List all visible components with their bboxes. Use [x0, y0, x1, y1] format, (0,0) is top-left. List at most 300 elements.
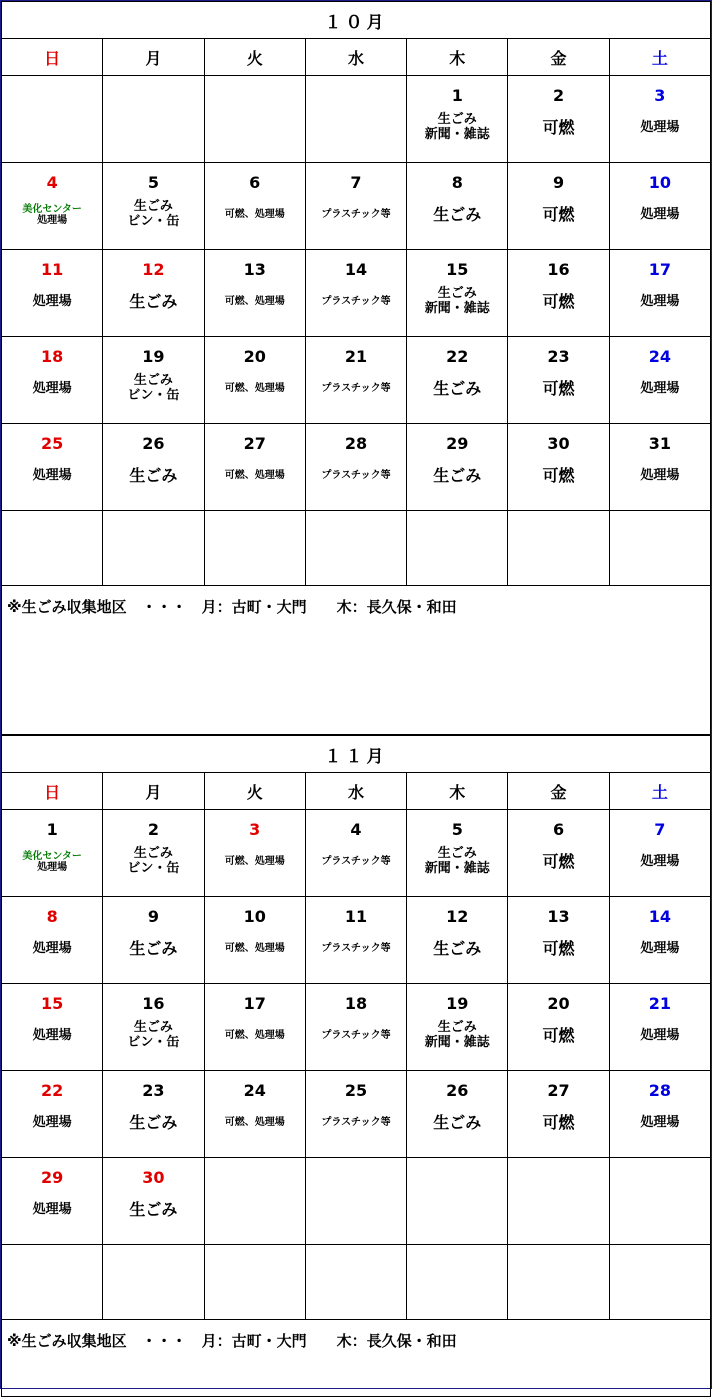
collection-labels: [610, 454, 710, 498]
collection-type: プラスチック等: [321, 470, 391, 482]
collection-type: 新聞・雑誌: [424, 301, 490, 316]
collection-type: 処理場: [640, 1027, 680, 1043]
day-cell: [407, 984, 508, 1071]
weekday-header: 火: [204, 773, 305, 810]
collection-type: プラスチック等: [321, 296, 391, 308]
day-cell: [103, 984, 204, 1071]
collection-labels: [407, 280, 507, 324]
day-number: 29: [41, 1168, 64, 1187]
collection-labels: [103, 280, 203, 324]
day-number: 3: [249, 820, 261, 839]
day-number: 13: [547, 907, 570, 926]
day-number: 27: [547, 1081, 570, 1100]
day-cell: [508, 250, 609, 337]
day-number: 6: [249, 173, 261, 192]
day-cell: [2, 76, 103, 163]
collection-labels: [306, 193, 406, 237]
collection-type: 可燃、処理場: [224, 383, 285, 395]
day-number: 14: [648, 907, 671, 926]
day-number: 2: [552, 86, 565, 105]
collection-type: 可燃: [542, 1025, 575, 1045]
collection-labels: [407, 454, 507, 498]
collection-labels: [508, 367, 608, 411]
day-number: 8: [451, 173, 463, 192]
collection-type: 可燃、処理場: [224, 296, 285, 308]
weekday-header: 土: [609, 39, 710, 76]
collection-labels: [407, 1188, 507, 1232]
collection-labels: [306, 927, 406, 971]
collection-labels: [306, 280, 406, 324]
collection-labels: [103, 1014, 203, 1058]
collection-type: 可燃: [542, 378, 575, 398]
week-row: [2, 337, 711, 424]
day-cell: [609, 163, 710, 250]
collection-type: プラスチック等: [321, 943, 391, 955]
day-number: 1: [46, 820, 58, 839]
collection-labels: [2, 367, 102, 411]
day-number: 9: [147, 907, 159, 926]
collection-labels: [306, 367, 406, 411]
empty-cell: [609, 1245, 710, 1320]
day-number: [205, 86, 305, 106]
day-cell: [103, 337, 204, 424]
collection-type: プラスチック等: [321, 383, 391, 395]
collection-labels: [508, 927, 608, 971]
empty-cell: [204, 1245, 305, 1320]
day-cell: [305, 250, 406, 337]
month-title: １０月: [2, 2, 711, 39]
collection-type: プラスチック等: [321, 1117, 391, 1129]
day-number: 19: [142, 347, 165, 366]
day-number: 3: [654, 86, 666, 105]
day-number: 24: [243, 1081, 266, 1100]
collection-type: プラスチック等: [321, 856, 391, 868]
collection-type: 処理場: [640, 380, 680, 396]
weekday-header: 月: [103, 773, 204, 810]
collection-type: 処理場: [32, 380, 72, 396]
day-cell: [508, 424, 609, 511]
day-number: 31: [648, 434, 671, 453]
collection-type: 生ごみ: [437, 846, 477, 862]
collection-type: 生ごみ: [437, 1020, 477, 1036]
day-cell: [305, 424, 406, 511]
day-number: 22: [41, 1081, 64, 1100]
day-cell: [609, 984, 710, 1071]
day-number: [205, 1168, 305, 1188]
empty-cell: [204, 511, 305, 586]
collection-labels: [2, 1188, 102, 1232]
collection-type: 可燃: [542, 938, 575, 958]
collection-labels: [205, 927, 305, 971]
week-row: [2, 1158, 711, 1245]
day-number: 16: [547, 260, 570, 279]
day-cell: [204, 984, 305, 1071]
collection-labels: [610, 106, 710, 150]
weekday-header: 金: [508, 39, 609, 76]
day-number: 30: [547, 434, 570, 453]
day-number: [103, 86, 203, 106]
collection-labels: [2, 106, 102, 150]
blank-week-row: [2, 1245, 711, 1320]
collection-type: 可燃、処理場: [224, 209, 285, 221]
day-cell: [103, 76, 204, 163]
collection-type: ビン・缶: [127, 1035, 180, 1050]
day-cell: [204, 1158, 305, 1245]
collection-labels: [205, 1014, 305, 1058]
collection-labels: [2, 280, 102, 324]
collection-labels: [407, 840, 507, 884]
collection-labels: [2, 193, 102, 237]
day-number: 30: [142, 1168, 165, 1187]
day-cell: [609, 897, 710, 984]
day-cell: [103, 897, 204, 984]
collection-type: 生ごみ: [433, 1112, 482, 1132]
collection-type: プラスチック等: [321, 209, 391, 221]
day-cell: [508, 76, 609, 163]
collection-labels: [2, 1101, 102, 1145]
collection-type: 可燃、処理場: [224, 1030, 285, 1042]
day-number: [508, 1168, 608, 1188]
day-number: 15: [446, 260, 469, 279]
collection-labels: [508, 1014, 608, 1058]
day-cell: [204, 163, 305, 250]
day-number: 27: [243, 434, 266, 453]
day-cell: [204, 424, 305, 511]
week-row: [2, 163, 711, 250]
day-cell: [204, 810, 305, 897]
weekday-header: 水: [305, 39, 406, 76]
collection-type: 生ごみ: [133, 846, 173, 862]
collection-labels: [407, 927, 507, 971]
weekday-header: 水: [305, 773, 406, 810]
note-row: [2, 586, 711, 735]
collection-labels: [508, 840, 608, 884]
day-number: [2, 86, 102, 106]
collection-type: 生ごみ: [129, 1199, 178, 1219]
week-row: [2, 250, 711, 337]
day-cell: [204, 337, 305, 424]
month-title: １１月: [2, 736, 711, 773]
collection-labels: [610, 927, 710, 971]
collection-type: 生ごみ: [129, 291, 178, 311]
day-cell: [204, 76, 305, 163]
day-number: [407, 1168, 507, 1188]
day-cell: [508, 1158, 609, 1245]
blank-week-row: [2, 511, 711, 586]
day-number: 26: [446, 1081, 469, 1100]
day-number: 6: [552, 820, 565, 839]
day-cell: [508, 1071, 609, 1158]
collection-type: 処理場: [640, 1114, 680, 1130]
weekday-header: 土: [609, 773, 710, 810]
day-cell: [305, 76, 406, 163]
day-cell: [609, 337, 710, 424]
collection-type: 処理場: [640, 293, 680, 309]
day-cell: [407, 76, 508, 163]
weekday-header: 日: [2, 773, 103, 810]
collection-type: ビン・缶: [127, 861, 180, 876]
month-title-row: [2, 736, 711, 773]
collection-area-note: ※生ごみ収集地区 ・・・ 月：古町・大門 木：長久保・和田: [2, 586, 711, 735]
collection-labels: [508, 454, 608, 498]
collection-type: 処理場: [640, 119, 680, 135]
day-cell: [2, 810, 103, 897]
day-number: 7: [654, 820, 666, 839]
day-number: 23: [547, 347, 570, 366]
collection-labels: [205, 840, 305, 884]
note-row: [2, 1320, 711, 1397]
collection-type: 生ごみ: [133, 1020, 173, 1036]
day-cell: [407, 1158, 508, 1245]
day-number: 2: [147, 820, 159, 839]
collection-labels: [610, 1188, 710, 1232]
collection-type: 処理場: [640, 206, 680, 222]
empty-cell: [305, 1245, 406, 1320]
collection-type: 新聞・雑誌: [424, 861, 490, 876]
day-cell: [103, 1158, 204, 1245]
day-number: 8: [46, 907, 58, 926]
day-cell: [508, 337, 609, 424]
day-cell: [305, 810, 406, 897]
collection-type: 処理場: [640, 853, 680, 869]
day-number: 21: [648, 994, 671, 1013]
collection-type: 生ごみ: [437, 112, 477, 128]
collection-labels: [103, 927, 203, 971]
day-cell: [204, 250, 305, 337]
collection-labels: [103, 193, 203, 237]
day-cell: [305, 1158, 406, 1245]
collection-labels: [103, 1188, 203, 1232]
day-cell: [508, 897, 609, 984]
day-cell: [305, 1071, 406, 1158]
collection-labels: [205, 193, 305, 237]
day-number: 21: [344, 347, 368, 366]
collection-labels: [103, 1101, 203, 1145]
collection-type: 生ごみ: [133, 199, 173, 215]
week-row: [2, 424, 711, 511]
collection-type: ビン・缶: [127, 388, 180, 403]
day-cell: [609, 250, 710, 337]
collection-labels: [205, 1101, 305, 1145]
day-cell: [508, 163, 609, 250]
collection-type: 生ごみ: [133, 373, 173, 389]
day-number: 11: [344, 907, 368, 926]
day-number: 16: [142, 994, 165, 1013]
day-cell: [508, 810, 609, 897]
week-row: [2, 1071, 711, 1158]
day-number: 13: [243, 260, 266, 279]
day-cell: [204, 897, 305, 984]
collection-type: 処理場: [32, 293, 72, 309]
collection-labels: [407, 106, 507, 150]
collection-labels: [407, 1014, 507, 1058]
day-cell: [103, 163, 204, 250]
day-cell: [609, 1158, 710, 1245]
day-cell: [2, 984, 103, 1071]
day-number: 23: [142, 1081, 165, 1100]
day-cell: [2, 250, 103, 337]
day-cell: [407, 810, 508, 897]
day-cell: [103, 250, 204, 337]
empty-cell: [508, 1245, 609, 1320]
day-number: 12: [446, 907, 469, 926]
day-number: 10: [648, 173, 671, 192]
empty-cell: [2, 511, 103, 586]
empty-cell: [103, 511, 204, 586]
collection-labels: [205, 454, 305, 498]
day-cell: [2, 337, 103, 424]
empty-cell: [407, 511, 508, 586]
collection-type: 新聞・雑誌: [424, 127, 490, 142]
collection-area-note: ※生ごみ収集地区 ・・・ 月：古町・大門 木：長久保・和田: [2, 1320, 711, 1397]
empty-cell: [103, 1245, 204, 1320]
collection-labels: [306, 1188, 406, 1232]
day-cell: [103, 1071, 204, 1158]
day-number: 20: [243, 347, 266, 366]
collection-labels: [103, 106, 203, 150]
collection-labels: [610, 367, 710, 411]
collection-type: 生ごみ: [129, 465, 178, 485]
day-cell: [2, 1071, 103, 1158]
day-cell: [407, 337, 508, 424]
day-cell: [305, 163, 406, 250]
day-cell: [2, 163, 103, 250]
collection-labels: [508, 1188, 608, 1232]
collection-labels: [610, 193, 710, 237]
collection-labels: [610, 1014, 710, 1058]
day-number: 28: [648, 1081, 671, 1100]
day-number: 10: [243, 907, 266, 926]
day-number: 18: [41, 347, 64, 366]
day-number: 20: [547, 994, 570, 1013]
collection-type: プラスチック等: [321, 1030, 391, 1042]
day-number: 5: [451, 820, 463, 839]
day-number: 4: [350, 820, 362, 839]
day-cell: [103, 810, 204, 897]
month-title-row: [2, 2, 711, 39]
day-number: 1: [451, 86, 463, 105]
collection-labels: [103, 840, 203, 884]
collection-type: 美化センター: [22, 850, 82, 862]
collection-labels: [2, 840, 102, 884]
day-number: [610, 1168, 710, 1188]
day-cell: [103, 424, 204, 511]
month-november: [1, 735, 711, 1397]
day-number: 12: [142, 260, 165, 279]
day-number: 25: [41, 434, 64, 453]
week-row: [2, 76, 711, 163]
collection-labels: [508, 193, 608, 237]
collection-type: 生ごみ: [129, 1112, 178, 1132]
collection-type: 新聞・雑誌: [424, 1035, 490, 1050]
collection-type: 可燃: [542, 204, 575, 224]
weekday-header: 月: [103, 39, 204, 76]
day-number: 25: [344, 1081, 368, 1100]
collection-labels: [306, 840, 406, 884]
day-number: 22: [446, 347, 469, 366]
collection-type: 生ごみ: [433, 465, 482, 485]
collection-type: 処理場: [32, 940, 72, 956]
day-cell: [609, 76, 710, 163]
collection-type: 可燃: [542, 465, 575, 485]
collection-type: 可燃: [542, 117, 575, 137]
collection-type: 処理場: [32, 1027, 72, 1043]
collection-type: 処理場: [37, 862, 68, 873]
day-cell: [407, 163, 508, 250]
weekday-header: 木: [407, 39, 508, 76]
collection-labels: [306, 1101, 406, 1145]
collection-type: 生ごみ: [433, 938, 482, 958]
collection-labels: [407, 1101, 507, 1145]
day-cell: [508, 984, 609, 1071]
collection-type: 処理場: [640, 940, 680, 956]
empty-cell: [305, 511, 406, 586]
day-number: 19: [446, 994, 469, 1013]
collection-labels: [205, 367, 305, 411]
empty-cell: [508, 511, 609, 586]
collection-type: 処理場: [37, 215, 68, 226]
weekday-header-row: [2, 773, 711, 810]
collection-type: 可燃、処理場: [224, 943, 285, 955]
week-row: [2, 984, 711, 1071]
weekday-header: 火: [204, 39, 305, 76]
collection-type: 生ごみ: [433, 204, 482, 224]
day-number: 14: [344, 260, 368, 279]
collection-type: 生ごみ: [437, 286, 477, 302]
collection-type: 可燃: [542, 1112, 575, 1132]
collection-labels: [508, 106, 608, 150]
collection-labels: [103, 367, 203, 411]
day-number: 5: [147, 173, 159, 192]
collection-labels: [610, 840, 710, 884]
week-row: [2, 810, 711, 897]
day-cell: [305, 337, 406, 424]
collection-type: 可燃: [542, 851, 575, 871]
collection-labels: [2, 454, 102, 498]
day-cell: [609, 1071, 710, 1158]
collection-type: 処理場: [32, 1201, 72, 1217]
day-number: 18: [344, 994, 368, 1013]
weekday-header-row: [2, 39, 711, 76]
day-cell: [2, 897, 103, 984]
collection-labels: [103, 454, 203, 498]
day-number: 9: [552, 173, 565, 192]
day-cell: [407, 1071, 508, 1158]
day-cell: [609, 424, 710, 511]
day-cell: [305, 984, 406, 1071]
day-cell: [2, 1158, 103, 1245]
day-number: 7: [350, 173, 362, 192]
collection-labels: [508, 280, 608, 324]
weekday-header: 金: [508, 773, 609, 810]
collection-labels: [407, 193, 507, 237]
day-number: 4: [46, 173, 58, 192]
collection-labels: [407, 367, 507, 411]
collection-type: 可燃、処理場: [224, 470, 285, 482]
collection-labels: [2, 1014, 102, 1058]
day-cell: [407, 250, 508, 337]
collection-labels: [205, 106, 305, 150]
collection-type: 美化センター: [22, 203, 82, 215]
collection-labels: [306, 1014, 406, 1058]
collection-labels: [2, 927, 102, 971]
collection-type: ビン・缶: [127, 214, 180, 229]
collection-labels: [610, 280, 710, 324]
collection-type: 処理場: [32, 467, 72, 483]
day-number: 15: [41, 994, 64, 1013]
collection-type: 生ごみ: [129, 938, 178, 958]
collection-type: 処理場: [32, 1114, 72, 1130]
